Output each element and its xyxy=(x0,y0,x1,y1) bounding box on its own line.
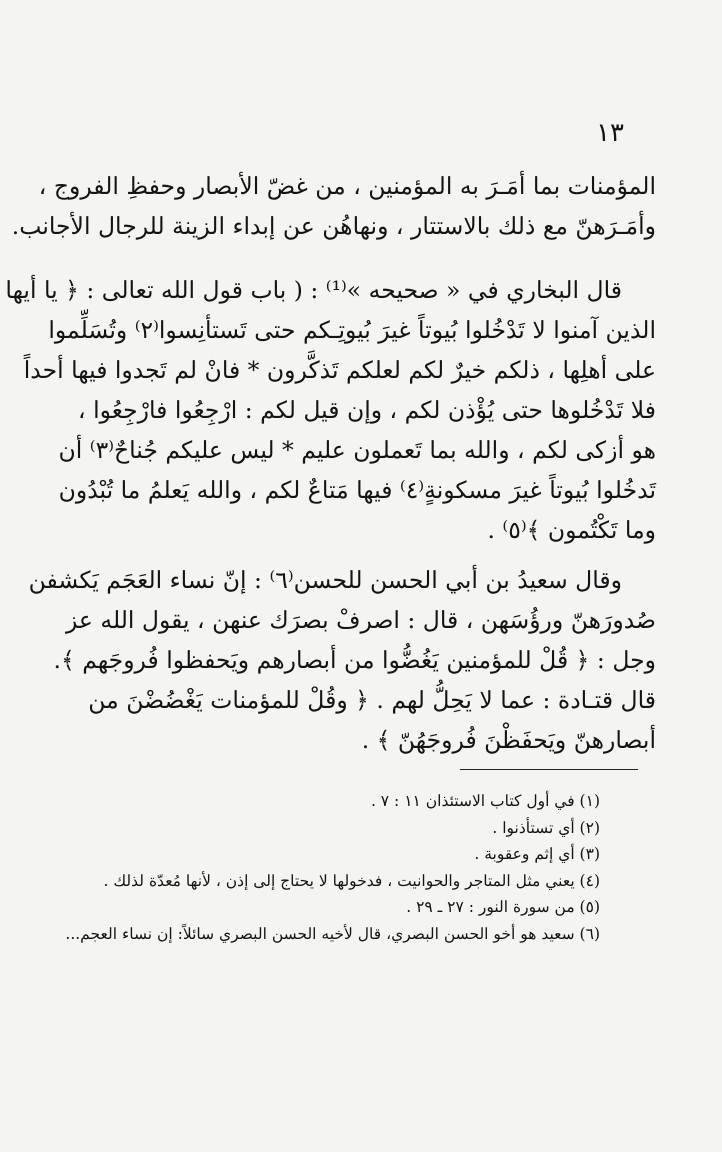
text-line: فلا تَدْخُلوها حتى يُؤْذن لكم ، وإن قيل لكم : ارْجِعُوا فارْجِعُوا ، xyxy=(78,396,656,424)
footnote: (٦) سعيد هو أخو الحسن البصري، قال لأخيه الحسن البصري سائلاً: إن نساء العجم... xyxy=(65,924,600,943)
footnote-divider xyxy=(460,769,638,770)
intro-paragraph xyxy=(11,166,656,246)
text-line: وجل : ﴿ قُلْ للمؤمنين يَغُضُّوا من أبصارهم ويَحفظوا فُروجَهم ﴾. xyxy=(53,646,656,674)
footnote: (٤) يعني مثل المتاجر والحوانيت ، فدخولها لا يحتاج إلى إذن ، لأنها مُعدّة لذلك . xyxy=(103,871,600,890)
page-number: ١٣ xyxy=(596,118,624,148)
text-line: صُدورَهنّ ورؤُسَهن ، قال : اصرفْ بصرَك عنهن ، يقول الله عز xyxy=(65,606,656,634)
footnote: (١) في أول كتاب الاستئذان ١١ : ٧ . xyxy=(370,792,600,810)
text-line: هو أزكى لكم ، والله بما تَعملون عليم * ليس عليكم جُناحٌ⁽٣⁾ أن xyxy=(58,436,656,464)
bukhari-paragraph xyxy=(5,270,656,550)
text-line: وقال سعيدُ بن أبي الحسن للحسن⁽٦⁾ : إنّ نساء العَجَم يَكشفن xyxy=(28,566,622,594)
text-line: الذين آمنوا لا تَدْخُلوا بُيوتاً غيرَ بُيوتِـكم حتى تَستأنِسوا⁽٢⁾ وتُسَلِّموا xyxy=(48,316,656,344)
text-line: المؤمنات بما أمَـرَ به المؤمنين ، من غضّ الأبصار وحفظِ الفروج ، xyxy=(38,172,656,200)
footnote: (٣) أي إثم وعقوبة . xyxy=(474,845,600,863)
footnotes-list xyxy=(65,788,600,947)
said-paragraph xyxy=(28,560,656,760)
text-line: تَدخُلوا بُيوتاً غيرَ مسكونةٍ⁽٤⁾ فيها مَتاعٌ لكم ، والله يَعلمُ ما تُبْدُون xyxy=(58,476,656,504)
text-line: قال البخاري في « صحيحه »⁽¹⁾ : ( باب قول الله تعالى : ﴿ يا أيها xyxy=(5,276,622,304)
text-line: وما تَكْتُمون ﴾⁽٥⁾ . xyxy=(487,516,656,544)
text-line: على أهلِها ، ذلكم خيرٌ لكم لعلكم تَذكَّرون * فانْ لم تَجدوا فيها أحداً xyxy=(23,356,656,384)
text-line: وأمَـرَهنّ مع ذلك بالاستتار ، ونهاهُن عن إبداء الزينة للرجال الأجانب. xyxy=(11,212,656,240)
text-line: قال قتـادة : عما لا يَحِلُّ لهم . ﴿ وقُلْ للمؤمنات يَغْضُضْنَ من xyxy=(88,686,656,714)
footnote: (٥) من سورة النور : ٢٧ ـ ٢٩ . xyxy=(406,898,600,916)
text-line: أبصارهنّ ويَحفَظْنَ فُروجَهُنّ ﴾ . xyxy=(361,726,656,754)
footnote: (٢) أي تستأذنوا . xyxy=(492,818,600,837)
